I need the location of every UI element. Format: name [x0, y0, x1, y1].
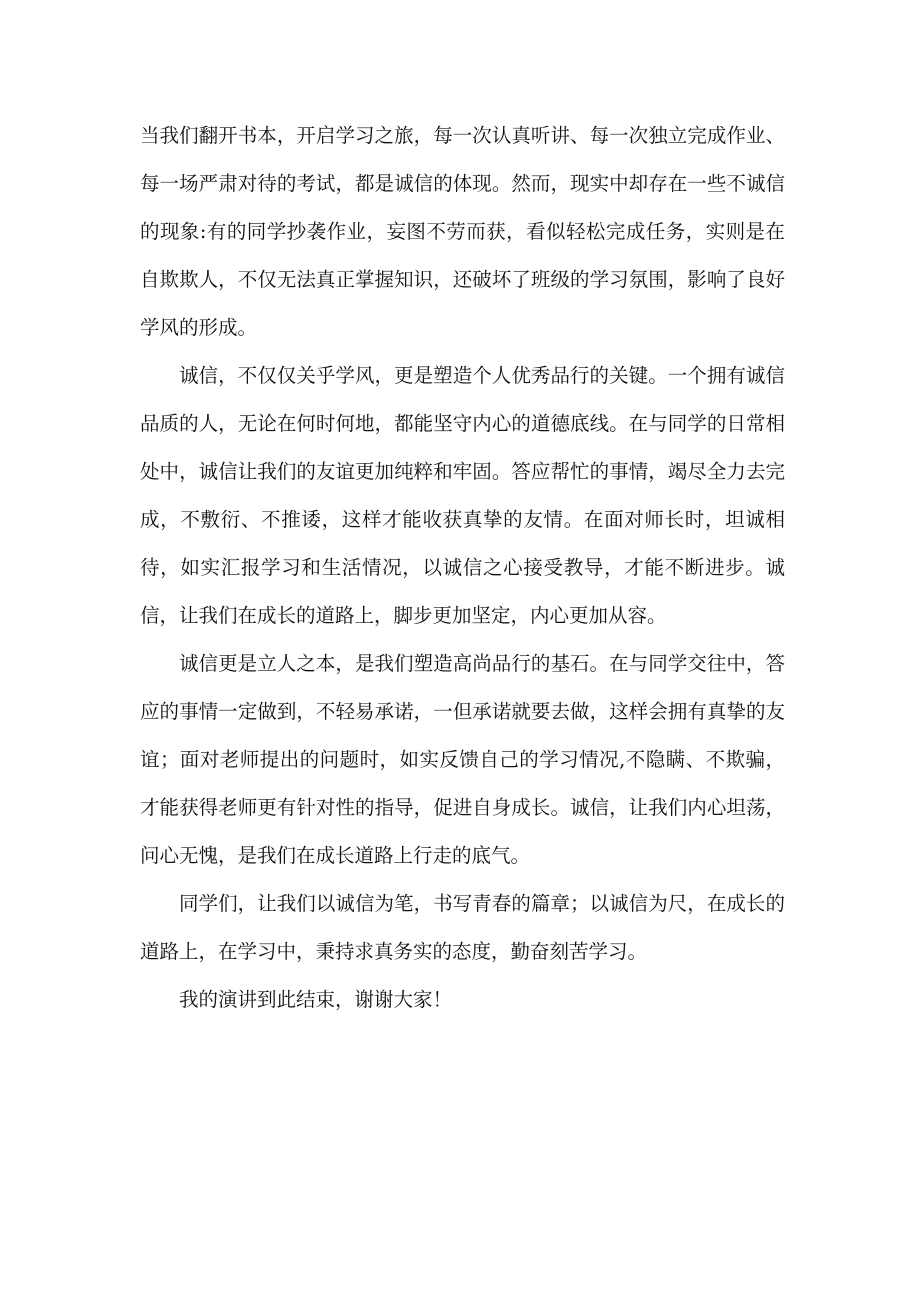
- paragraph-closing: 我的演讲到此结束，谢谢大家！: [179, 988, 453, 1011]
- paragraph-honesty-character: 诚信，不仅仅关乎学风，更是塑造个人优秀品行的关键。一个拥有诚信品质的人，无论在何时何地，都能坚守内心的道德底线。在与同学的日常相处中，诚信让我们的友谊更加纯粹和牢固。答应帮忙的事情，竭尽全力去完成，不敷衍、不推诿，这样才能收获真挚的友情。在面对师长时，坦诚相待，如实汇报学习和生活情况，以诚信之心接受教导，才能不断进步。诚信，让我们在成长的道路上，脚步更加坚定，内心更加从容。: [140, 364, 785, 627]
- speech-body: [140, 112, 785, 1024]
- paragraph-honesty-in-study: 当我们翻开书本，开启学习之旅，每一次认真听讲、每一次独立完成作业、每一场严肃对待的考试，都是诚信的体现。然而，现实中却存在一些不诚信的现象:有的同学抄袭作业，妄图不劳而获，看似轻松完成任务，实则是在自欺欺人，不仅无法真正掌握知识，还破坏了班级的学习氛围，影响了良好学风的形成。: [140, 124, 785, 339]
- paragraph-call-to-action: 同学们，让我们以诚信为笔，书写青春的篇章；以诚信为尺，在成长的道路上，在学习中，秉持求真务实的态度，勤奋刻苦学习。: [140, 892, 785, 963]
- paragraph-honesty-foundation: 诚信更是立人之本，是我们塑造高尚品行的基石。在与同学交往中，答应的事情一定做到，不轻易承诺，一但承诺就要去做，这样会拥有真挚的友谊；面对老师提出的问题时，如实反馈自己的学习情况,不隐瞒、不欺骗，才能获得老师更有针对性的指导，促进自身成长。诚信，让我们内心坦荡，问心无愧，是我们在成长道路上行走的底气。: [140, 652, 785, 867]
